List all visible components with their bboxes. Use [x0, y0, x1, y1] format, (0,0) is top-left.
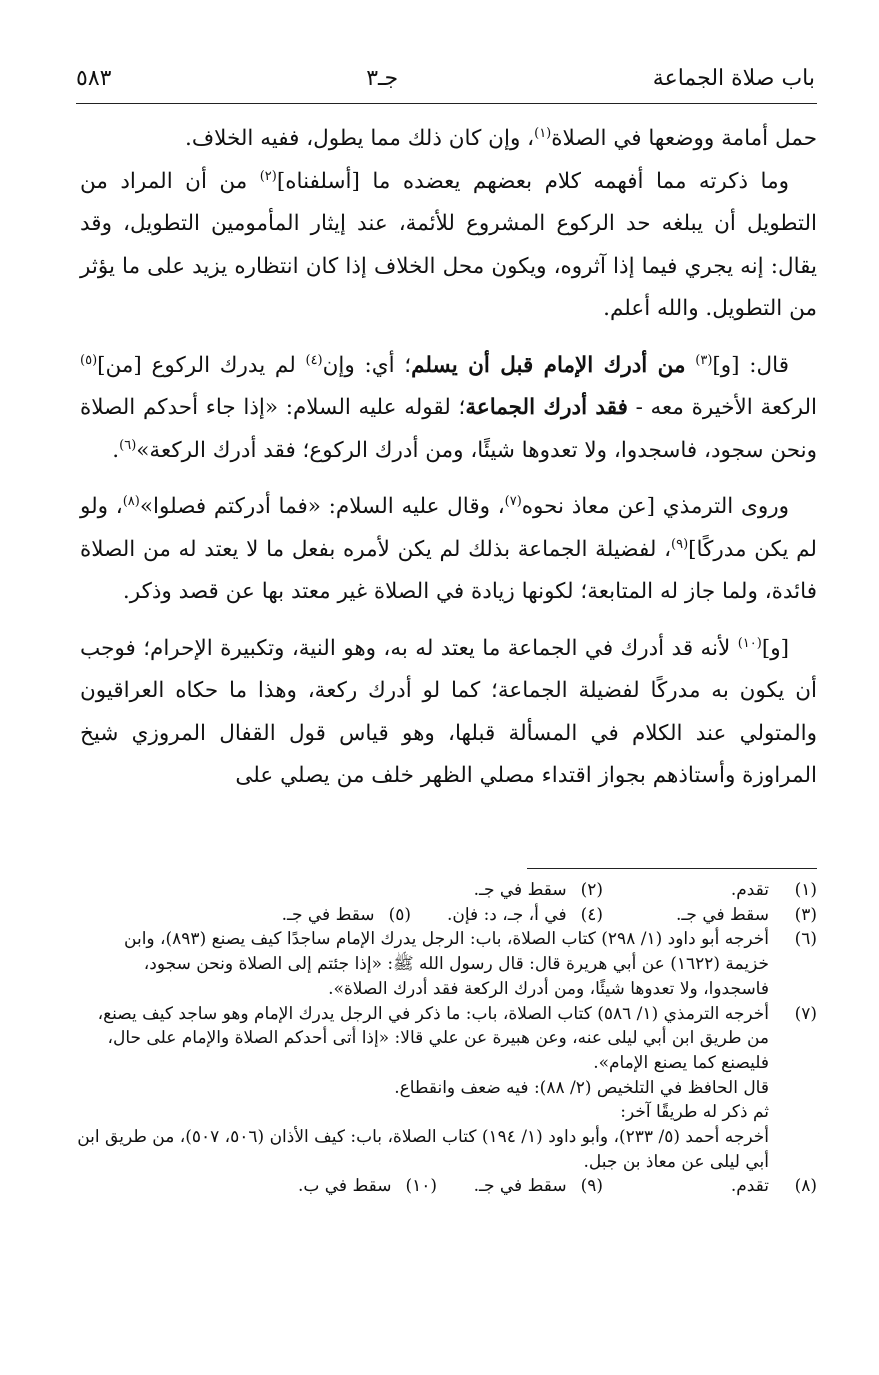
footnote-text: سقط في جـ. [676, 904, 769, 925]
footnote-number: (٥) [388, 904, 411, 925]
footnote-ref: (٣) [695, 352, 713, 368]
footnote-ref: (٩) [671, 536, 689, 552]
footnotes [76, 878, 817, 1199]
footnote-number: (٧) [794, 1003, 817, 1024]
footnote-row [76, 927, 817, 1001]
header-divider [76, 103, 817, 104]
footnote-ref: (٢) [259, 168, 277, 184]
footnote-text: ثم ذكر له طريقًا آخر: [620, 1102, 769, 1123]
paragraph: وروى الترمذي [عن معاذ نحوه$^{(٧)}$، وقال عليه السلام: «فما أدركتم فصلوا»$^{(٨)}$، ولو لم يكن مدركًا]$^{(٩)}$، لفضيلة الجماعة بذلك لم يكن لأمره بفعل ما لا يعتد له من الصلاة فائدة، ولما جاز له المتابعة؛ لكونها زيادة في الصلاة غير معتد بها عن قصد وذكر. [80, 493, 817, 604]
footnote-ref: (٧) [504, 493, 522, 509]
page-header [76, 58, 815, 98]
footnote-number: (٦) [794, 929, 817, 950]
footnote-text: قال الحافظ في التلخيص (٢/ ٨٨): فيه ضعف وانقطاع. [394, 1077, 769, 1098]
footnote-ref: (١٠) [737, 635, 762, 651]
footnote-text: في أ، جـ، د: فإن. [446, 904, 567, 925]
footnote-number: (٩) [580, 1176, 603, 1197]
footnote-text: سقط في ب. [297, 1176, 392, 1197]
footnote-row [76, 1002, 817, 1175]
footnote-ref: (٤) [305, 352, 323, 368]
footnote-number: (٨) [794, 1176, 817, 1197]
paragraph: حمل أمامة ووضعها في الصلاة$^{(١)}$، وإن كان ذلك مما يطول، ففيه الخلاف. [185, 125, 817, 151]
footnote-number: (٣) [794, 904, 817, 925]
footnote-number: (٤) [580, 904, 603, 925]
footnote-number: (١) [794, 880, 817, 900]
paragraph: وما ذكرته مما أفهمه كلام بعضهم يعضده ما [أسلفناه]$^{(٢)}$ من أن المراد من التطويل أن يبلغه حد الركوع المشروع للأئمة، عند إيثار المأمومين التطويل، وقد يقال: إنه يجري فيما إذا آثروه، ويكون محل الخلاف إذا كان انتظاره يزيد على ما يؤثر من التطويل. والله أعلم. [80, 168, 817, 321]
chapter-title: باب صلاة الجماعة [652, 65, 815, 91]
matn-text: فقد أدرك الجماعة [465, 395, 628, 420]
main-text [80, 118, 817, 798]
footnote-ref: (٨) [122, 493, 140, 509]
footnote-ref: (٥) [80, 352, 98, 368]
footnote-text: سقط في جـ. [281, 904, 375, 925]
footnote-text: سقط في جـ. [473, 880, 567, 900]
footnote-text: تقدم. [730, 1176, 769, 1197]
footnote-ref: (٦) [119, 437, 137, 453]
matn-text: من أدرك الإمام قبل أن يسلم [411, 352, 686, 378]
footnote-number: (٢) [580, 880, 603, 900]
footnote-text: أخرجه الترمذي (١/ ٥٨٦) كتاب الصلاة، باب: ما ذكر في الرجل يدرك الإمام وهو ساجد كيف يصنع، من طريق ابن أبي ليلى عنه، وعن هبيرة عن علي قالا: «إذا أتى أحدكم الصلاة والإمام على حال، فليصنع كما يصنع الإمام». [97, 1003, 769, 1073]
footnote-row [76, 1174, 817, 1199]
paragraph: [و]$^{(١٠)}$ لأنه قد أدرك في الجماعة ما يعتد له به، وهو النية، وتكبيرة الإحرام؛ فوجب أن يكون به مدركًا لفضيلة الجماعة؛ كما لو أدرك ركعة، وهذا ما حكاه العراقيون والمتولي عند الكلام في المسألة قبلها، وهو قياس قول القفال المروزي شيخ المراوزة وأستاذهم بجواز اقتداء مصلي الظهر خلف من يصلي على [80, 635, 817, 788]
footnote-number: (١٠) [405, 1176, 437, 1197]
footnote-text: أخرجه أبو داود (١/ ٢٩٨) كتاب الصلاة، باب: الرجل يدرك الإمام ساجدًا كيف يصنع (٨٩٣)، وابن خزيمة (١٦٢٢) عن أبي هريرة قال: قال رسول الله ﷺ: «إذا جئتم إلى الصلاة ونحن سجود، فاسجدوا، ولا تعدوها شيئًا، ومن أدرك الركعة فقد أدرك الصلاة». [124, 929, 769, 999]
footnote-row [76, 903, 817, 928]
footnote-text: أخرجه أحمد (٥/ ٢٣٣)، وأبو داود (١/ ١٩٤) كتاب الصلاة، باب: كيف الأذان (٥٠٦، ٥٠٧)، من طريق ابن أبي ليلى عن معاذ بن جبل. [77, 1127, 769, 1172]
footnote-row [76, 878, 817, 903]
page-number: ٥٨٣ [76, 65, 112, 91]
volume-label: جـ٣ [366, 65, 399, 91]
footnote-text: سقط في جـ. [473, 1176, 567, 1197]
paragraph: قال: [و]$^{(٣)}$ من أدرك الإمام قبل أن يسلم؛ أي: وإن$^{(٤)}$ لم يدرك الركوع [من]$^{(٥)}$ الركعة الأخيرة معه - فقد أدرك الجماعة؛ لقوله عليه السلام: «إذا جاء أحدكم الصلاة ونحن سجود، فاسجدوا، ولا تعدوها شيئًا، ومن أدرك الركوع؛ فقد أدرك الركعة»$^{(٦)}$. [80, 352, 817, 463]
footnote-divider [527, 868, 817, 869]
footnote-text: تقدم. [730, 880, 769, 900]
footnote-ref: (١) [534, 125, 552, 141]
